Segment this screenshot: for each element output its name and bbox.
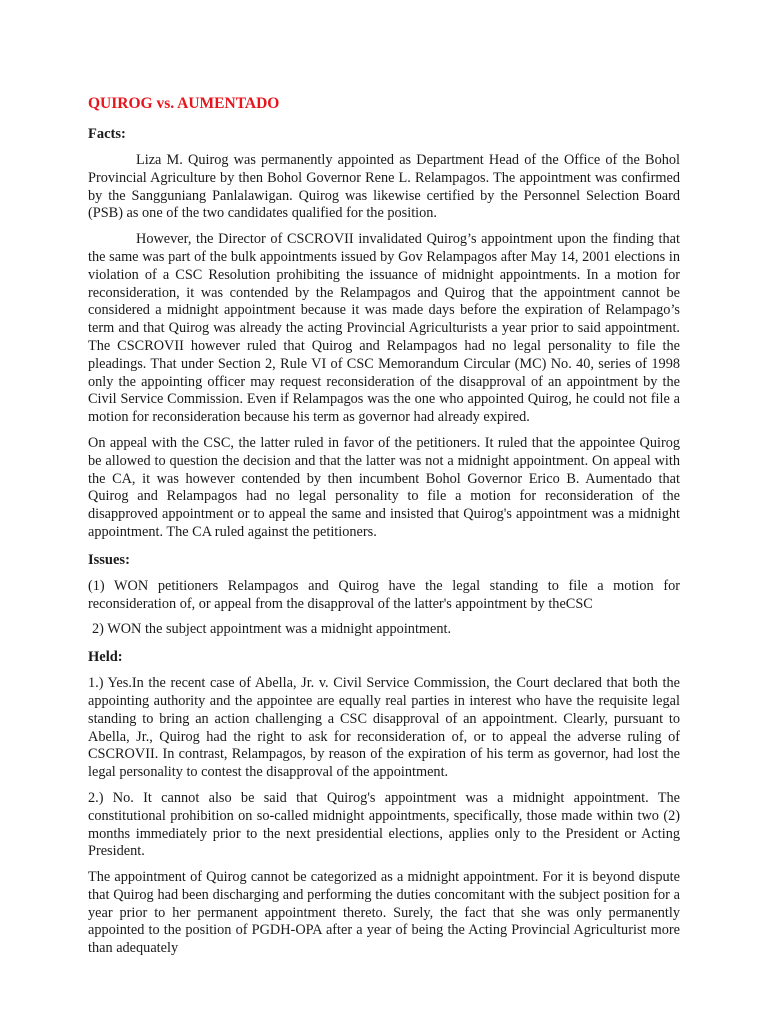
issue-2: 2) WON the subject appointment was a midnight appointment.: [92, 621, 452, 638]
facts-heading: Facts:: [88, 126, 126, 142]
case-title: QUIROG vs. AUMENTADO: [88, 95, 280, 112]
facts-paragraph-1: Liza M. Quirog was permanently appointed as Department Head of the Office of the Bohol Provincial Agriculture by then Bohol Governor Rene L. Relampagos. The appointment was confirmed by the Sangguniang Panlalawigan. Quirog was likewise certified by the Personnel Selection Board (PSB) as one of the two candidates qualified for the position.: [88, 152, 680, 222]
held-heading: Held:: [88, 649, 123, 666]
held-paragraph-3: The appointment of Quirog cannot be categorized as a midnight appointment. For it is beyond dispute that Quirog had been discharging and performing the duties concomitant with the subject position for a year prior to her permanent appointment thereto. Surely, the fact that she was only permanently appointed to the position of PGDH-OPA after a year of being the Acting Provincial Agriculturist more than adequately: [88, 869, 680, 957]
facts-paragraph-3: On appeal with the CSC, the latter ruled in favor of the petitioners. It ruled that the appointee Quirog be allowed to question the decision and that the latter was not a midnight appointment. On appeal with the CA, it was however contended by then incumbent Bohol Governor Erico B. Aumentado that Quirog and Relampagos had no legal personality to file a motion for reconsideration of the disapproved appointment or to appeal the same and insisted that Quirog's appointment was a midnight appointment. The CA ruled against the petitioners.: [88, 434, 680, 540]
held-paragraph-2: 2.) No. It cannot also be said that Quirog's appointment was a midnight appointment. The constitutional prohibition on so-called midnight appointments, specifically, those made within two (2) months immediately prior to the next presidential elections, applies only to the President or Acting President.: [88, 789, 680, 860]
issue-1: (1) WON petitioners Relampagos and Quirog have the legal standing to file a motion for reconsideration of, or appeal from the disapproval of the latter's appointment by theCSC: [88, 577, 680, 612]
issues-heading: Issues:: [88, 551, 130, 568]
facts-paragraph-2: However, the Director of CSCROVII invalidated Quirog’s appointment upon the finding that the same was part of the bulk appointments issued by Gov Relampagos after May 14, 2001 elections in violation of a CSC Resolution prohibiting the issuance of midnight appointments. In a motion for reconsideration, it was contended by the Relampagos and Quirog that the appointment cannot be considered a midnight appointment because it was made days before the expiration of Relampago’s term and that Quirog was already the acting Provincial Agriculturists a year prior to said appointment. The CSCROVII however ruled that Quirog and Relampagos had no legal personality to file the pleadings. That under Section 2, Rule VI of CSC Memorandum Circular (MC) No. 40, series of 1998 only the appointing officer may request reconsideration of the disapproval of an appointment by the Civil Service Commission. Even if Relampagos was the one who appointed Quirog, he could not file a motion for reconsideration because his term as governor had already expired.: [88, 231, 680, 426]
held-paragraph-1: 1.) Yes.In the recent case of Abella, Jr. v. Civil Service Commission, the Court declared that both the appointing authority and the appointee are equally real parties in interest who have the requisite legal standing to bring an action challenging a CSC disapproval of an appointment. Clearly, pursuant to Abella, Jr., Quirog had the right to ask for reconsideration of, or to appeal the adverse ruling of CSCROVII. In contrast, Relampagos, by reason of the expiration of his term as governor, had lost the legal personality to contest the disapproval of the appointment.: [88, 675, 680, 781]
